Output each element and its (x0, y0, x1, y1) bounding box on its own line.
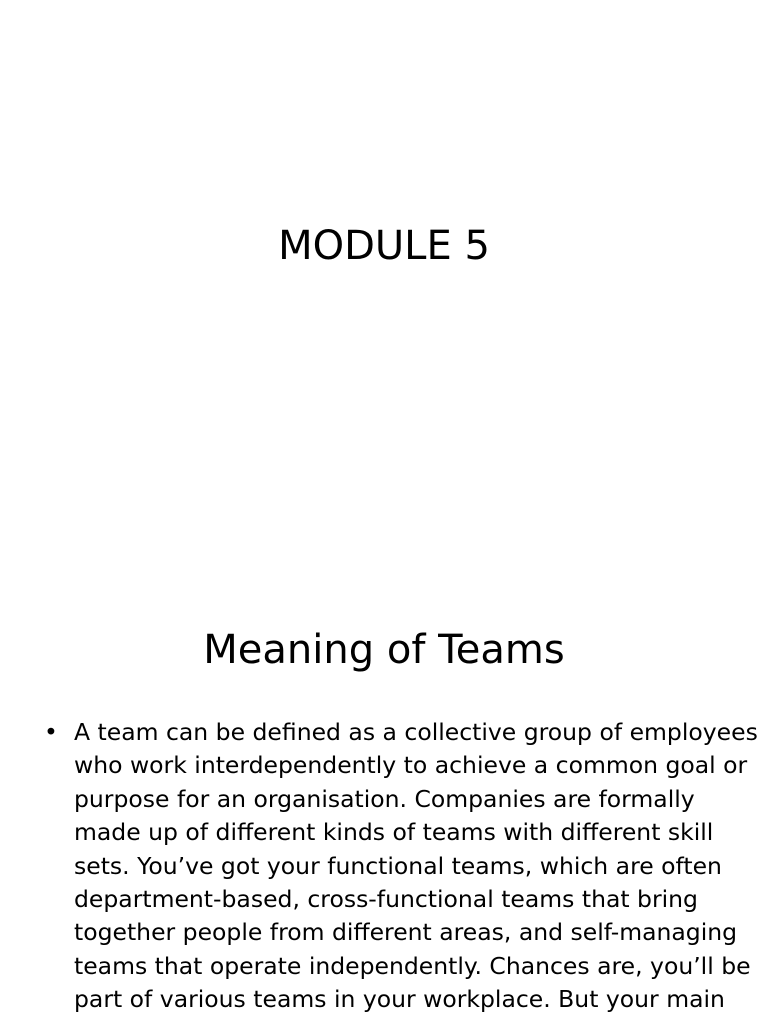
section-title: Meaning of Teams (203, 627, 565, 673)
text-line: made up of different kinds of teams with different skill (74, 818, 714, 847)
bullet-text (74, 716, 758, 1017)
text-line: purpose for an organisation. Companies are formally (74, 784, 695, 813)
module-title: MODULE 5 (278, 223, 490, 269)
text-line: A team can be defined as a collective group of employees (74, 718, 758, 746)
text-line: who work interdependently to achieve a common goal or (74, 751, 748, 780)
text-line: department-based, cross-functional teams that bring (74, 885, 698, 914)
text-line: teams that operate independently. Chances are, you’ll be (74, 951, 751, 980)
bullet-list (44, 716, 758, 1017)
text-line: sets. You’ve got your functional teams, which are often (74, 851, 722, 880)
bullet-icon: • (44, 718, 58, 746)
text-line: together people from different areas, and self-managing (74, 918, 738, 947)
list-item (44, 716, 758, 1017)
text-line: part of various teams in your workplace. But your main (74, 985, 725, 1014)
